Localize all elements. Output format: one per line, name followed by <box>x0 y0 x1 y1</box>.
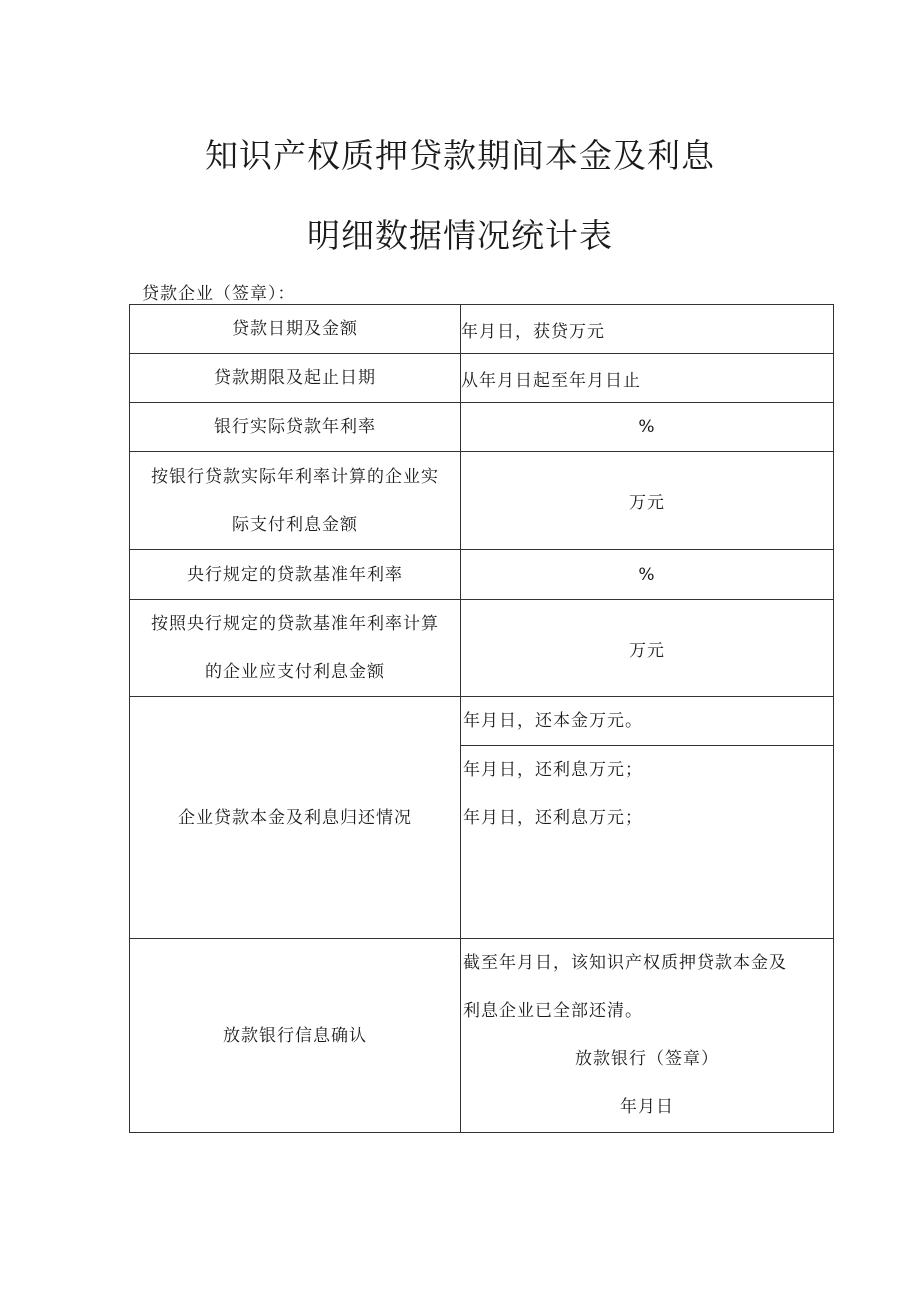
value-repayment-principal <box>461 697 834 746</box>
label-bank-interest <box>130 452 461 550</box>
label-repayment: 企业贷款本金及利息归还情况 <box>130 697 461 939</box>
label-bank-interest-line-2: 际支付利息金额 <box>232 514 358 535</box>
label-central-rate: 央行规定的贷款基准年利率 <box>130 550 461 600</box>
label-bank-rate: 银行实际贷款年利率 <box>130 403 461 452</box>
table-row-term <box>130 354 834 403</box>
table-row-bank-rate <box>130 403 834 452</box>
repayment-interest-line-2: 年月日，还利息万元； <box>463 808 643 828</box>
value-confirmation <box>461 939 834 1133</box>
value-bank-rate: % <box>461 403 834 452</box>
label-central-interest-line-1: 按照央行规定的贷款基准年利率计算 <box>151 614 439 634</box>
label-loan-date-amount: 贷款日期及金额 <box>130 305 461 354</box>
value-loan-term: 从年月日起至年月日止 <box>461 354 834 403</box>
confirmation-text-line-1: 截至年月日，该知识产权质押贷款本金及 <box>463 953 787 973</box>
table-row-central-interest <box>130 600 834 697</box>
label-confirmation: 放款银行信息确认 <box>130 939 461 1133</box>
page-title-line-1: 知识产权质押贷款期间本金及利息 <box>205 136 715 175</box>
repayment-interest-line-1: 年月日，还利息万元； <box>463 760 643 780</box>
loan-statistics-table <box>129 304 834 1133</box>
label-central-interest <box>130 600 461 697</box>
table-row-central-rate <box>130 550 834 600</box>
label-central-interest-line-2: 的企业应支付利息金额 <box>205 662 385 682</box>
value-bank-interest: 万元 <box>461 452 834 550</box>
value-loan-date-amount: 年月日，获贷万元 <box>461 305 834 354</box>
value-central-rate: % <box>461 550 834 600</box>
page-title-line-2: 明细数据情况统计表 <box>307 216 613 255</box>
table-row-confirmation <box>130 939 834 1133</box>
confirmation-date: 年月日 <box>620 1097 674 1117</box>
repayment-principal-line: 年月日，还本金万元。 <box>463 711 643 731</box>
table-row-bank-interest <box>130 452 834 550</box>
confirmation-text-line-2: 利息企业已全部还清。 <box>463 1001 643 1021</box>
table-row-date-amount <box>130 305 834 354</box>
applicant-signature-label: 贷款企业（签章）： <box>142 284 296 304</box>
value-central-interest: 万元 <box>461 600 834 697</box>
label-bank-interest-line-1: 按银行贷款实际年利率计算的企业实 <box>151 466 439 487</box>
table-row-repayment-principal <box>130 697 834 746</box>
value-repayment-interest <box>461 746 834 939</box>
confirmation-signature: 放款银行（签章） <box>575 1049 719 1069</box>
label-loan-term: 贷款期限及起止日期 <box>130 354 461 403</box>
